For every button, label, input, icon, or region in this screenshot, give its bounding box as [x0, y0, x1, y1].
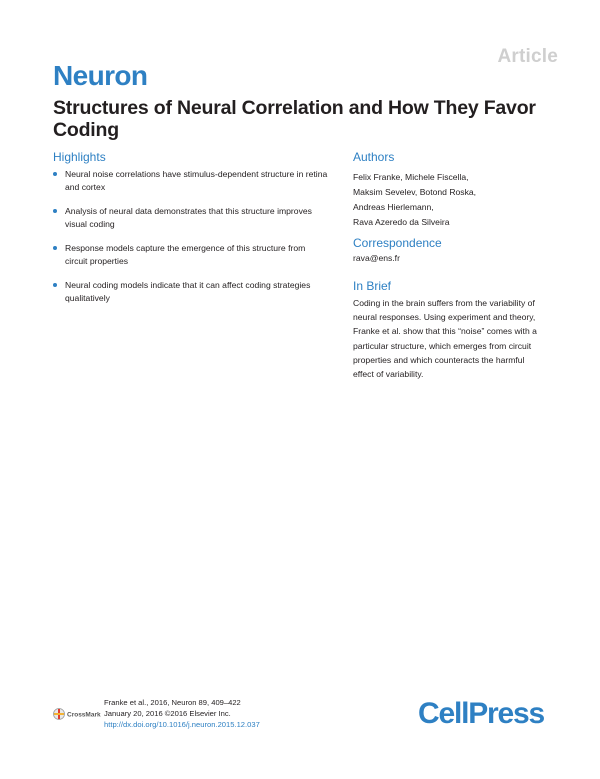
author-line: Maksim Sevelev, Botond Roska, — [353, 187, 477, 197]
authors-list — [353, 170, 553, 230]
cellpress-logo: CellPress — [418, 697, 544, 730]
author-line: Rava Azeredo da Silveira — [353, 217, 450, 227]
highlight-item — [53, 168, 328, 194]
highlight-text: Neural coding models indicate that it can affect coding strategies qualitatively — [65, 280, 311, 303]
publication-date: January 20, 2016 ©2016 Elsevier Inc. — [104, 709, 231, 718]
highlights-list — [53, 168, 328, 316]
highlight-item — [53, 242, 328, 268]
author-line: Felix Franke, Michele Fiscella, — [353, 172, 469, 182]
authors-heading: Authors — [353, 150, 395, 164]
in-brief-text: Coding in the brain suffers from the variability of neural responses. Using experiment and theory, Franke et al. show that this “noise” comes with a particular structure, which emerges from circuit properties and which counteracts the harmful effect of variability. — [353, 298, 537, 380]
bullet-icon — [53, 283, 57, 287]
citation-text: Franke et al., 2016, Neuron 89, 409–422 — [104, 698, 241, 707]
citation-footer — [104, 697, 260, 730]
bullet-icon — [53, 172, 57, 176]
crossmark-label: CrossMark — [67, 711, 101, 719]
author-line: Andreas Hierlemann, — [353, 202, 434, 212]
correspondence-email[interactable]: rava@ens.fr — [353, 253, 400, 263]
highlight-text: Analysis of neural data demonstrates that this structure improves visual coding — [65, 206, 312, 229]
journal-name: Neuron — [53, 60, 148, 91]
highlight-item — [53, 279, 328, 305]
paper-title: Structures of Neural Correlation and How They Favor Coding — [53, 97, 536, 141]
highlight-text: Neural noise correlations have stimulus-dependent structure in retina and cortex — [65, 169, 328, 192]
crossmark-logo[interactable] — [53, 707, 101, 721]
bullet-icon — [53, 246, 57, 250]
bullet-icon — [53, 209, 57, 213]
in-brief-heading: In Brief — [353, 279, 392, 293]
correspondence-heading: Correspondence — [353, 236, 442, 250]
article-type-label: Article — [497, 46, 558, 67]
highlight-item — [53, 205, 328, 231]
doi-link[interactable]: http://dx.doi.org/10.1016/j.neuron.2015.12.037 — [104, 720, 260, 729]
highlights-heading: Highlights — [53, 150, 106, 164]
highlight-text: Response models capture the emergence of this structure from circuit properties — [65, 243, 306, 266]
